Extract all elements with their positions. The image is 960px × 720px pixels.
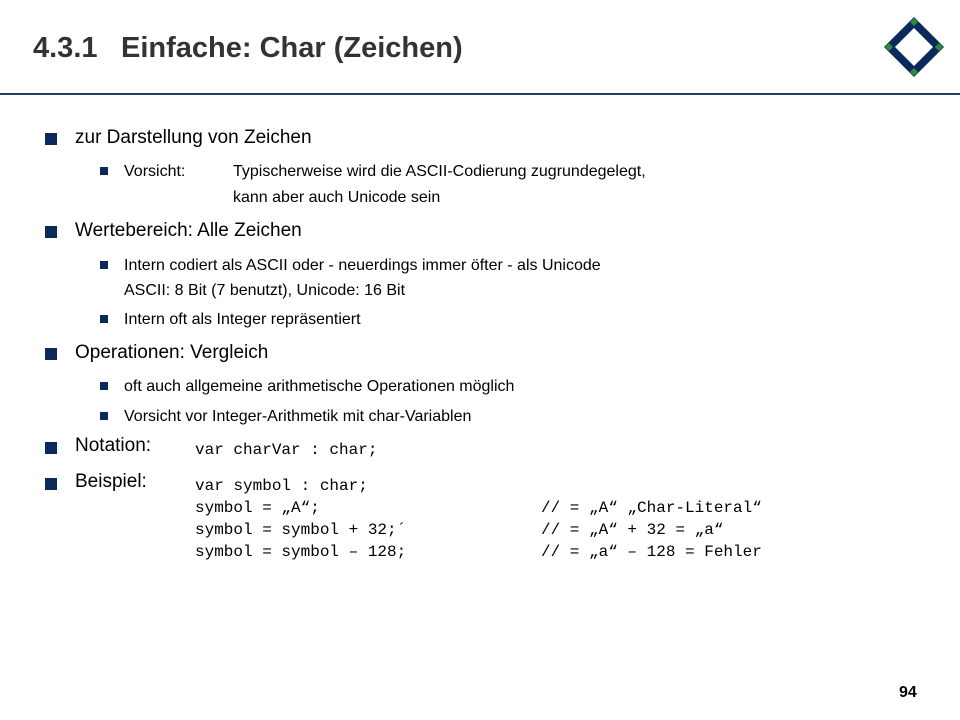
bullet-3-1-text: oft auch allgemeine arithmetische Operationen möglich bbox=[124, 378, 515, 395]
bullet-1-1-label: Vorsicht: bbox=[124, 163, 186, 180]
example-code-line: symbol = „A“; bbox=[195, 499, 320, 517]
logo-icon bbox=[883, 16, 945, 78]
bullet-2-text: Wertebereich: Alle Zeichen bbox=[75, 220, 302, 241]
title-divider bbox=[0, 93, 960, 95]
bullet-1-text: zur Darstellung von Zeichen bbox=[75, 127, 312, 148]
bullet-1-1-line2: kann aber auch Unicode sein bbox=[233, 189, 441, 206]
example-comment-line: // = „A“ + 32 = „a“ bbox=[541, 521, 724, 539]
sub-bullet-marker bbox=[100, 167, 108, 175]
example-comment-line: // = „A“ „Char-Literal“ bbox=[541, 499, 762, 517]
example-code-line: var symbol : char; bbox=[195, 477, 368, 495]
sub-bullet-marker bbox=[100, 261, 108, 269]
notation-label: Notation: bbox=[75, 435, 152, 456]
notation-code: var charVar : char; bbox=[195, 441, 378, 459]
title-number: 4.3.1 bbox=[33, 32, 98, 64]
bullet-3-text: Operationen: Vergleich bbox=[75, 342, 269, 363]
bullet-marker bbox=[45, 226, 57, 238]
bullet-1-1-line1: Typischerweise wird die ASCII-Codierung zugrundegelegt, bbox=[233, 163, 646, 180]
bullet-2-1-line2: ASCII: 8 Bit (7 benutzt), Unicode: 16 Bit bbox=[124, 282, 406, 299]
example-code-line: symbol = symbol + 32;´ bbox=[195, 521, 407, 539]
bullet-marker bbox=[45, 348, 57, 360]
example-label: Beispiel: bbox=[75, 471, 147, 492]
bullet-2-1-line1: Intern codiert als ASCII oder - neuerdings immer öfter - als Unicode bbox=[124, 257, 601, 274]
sub-bullet-marker bbox=[100, 412, 108, 420]
bullet-marker bbox=[45, 442, 57, 454]
example-code-line: symbol = symbol – 128; bbox=[195, 543, 407, 561]
title-text: Einfache: Char (Zeichen) bbox=[121, 32, 463, 64]
bullet-2-2-text: Intern oft als Integer repräsentiert bbox=[124, 311, 361, 328]
sub-bullet-marker bbox=[100, 315, 108, 323]
example-comment-line: // = „a“ – 128 = Fehler bbox=[541, 543, 762, 561]
bullet-3-2-text: Vorsicht vor Integer-Arithmetik mit char-Variablen bbox=[124, 408, 472, 425]
sub-bullet-marker bbox=[100, 382, 108, 390]
bullet-marker bbox=[45, 133, 57, 145]
page-number: 94 bbox=[899, 684, 917, 701]
bullet-marker bbox=[45, 478, 57, 490]
